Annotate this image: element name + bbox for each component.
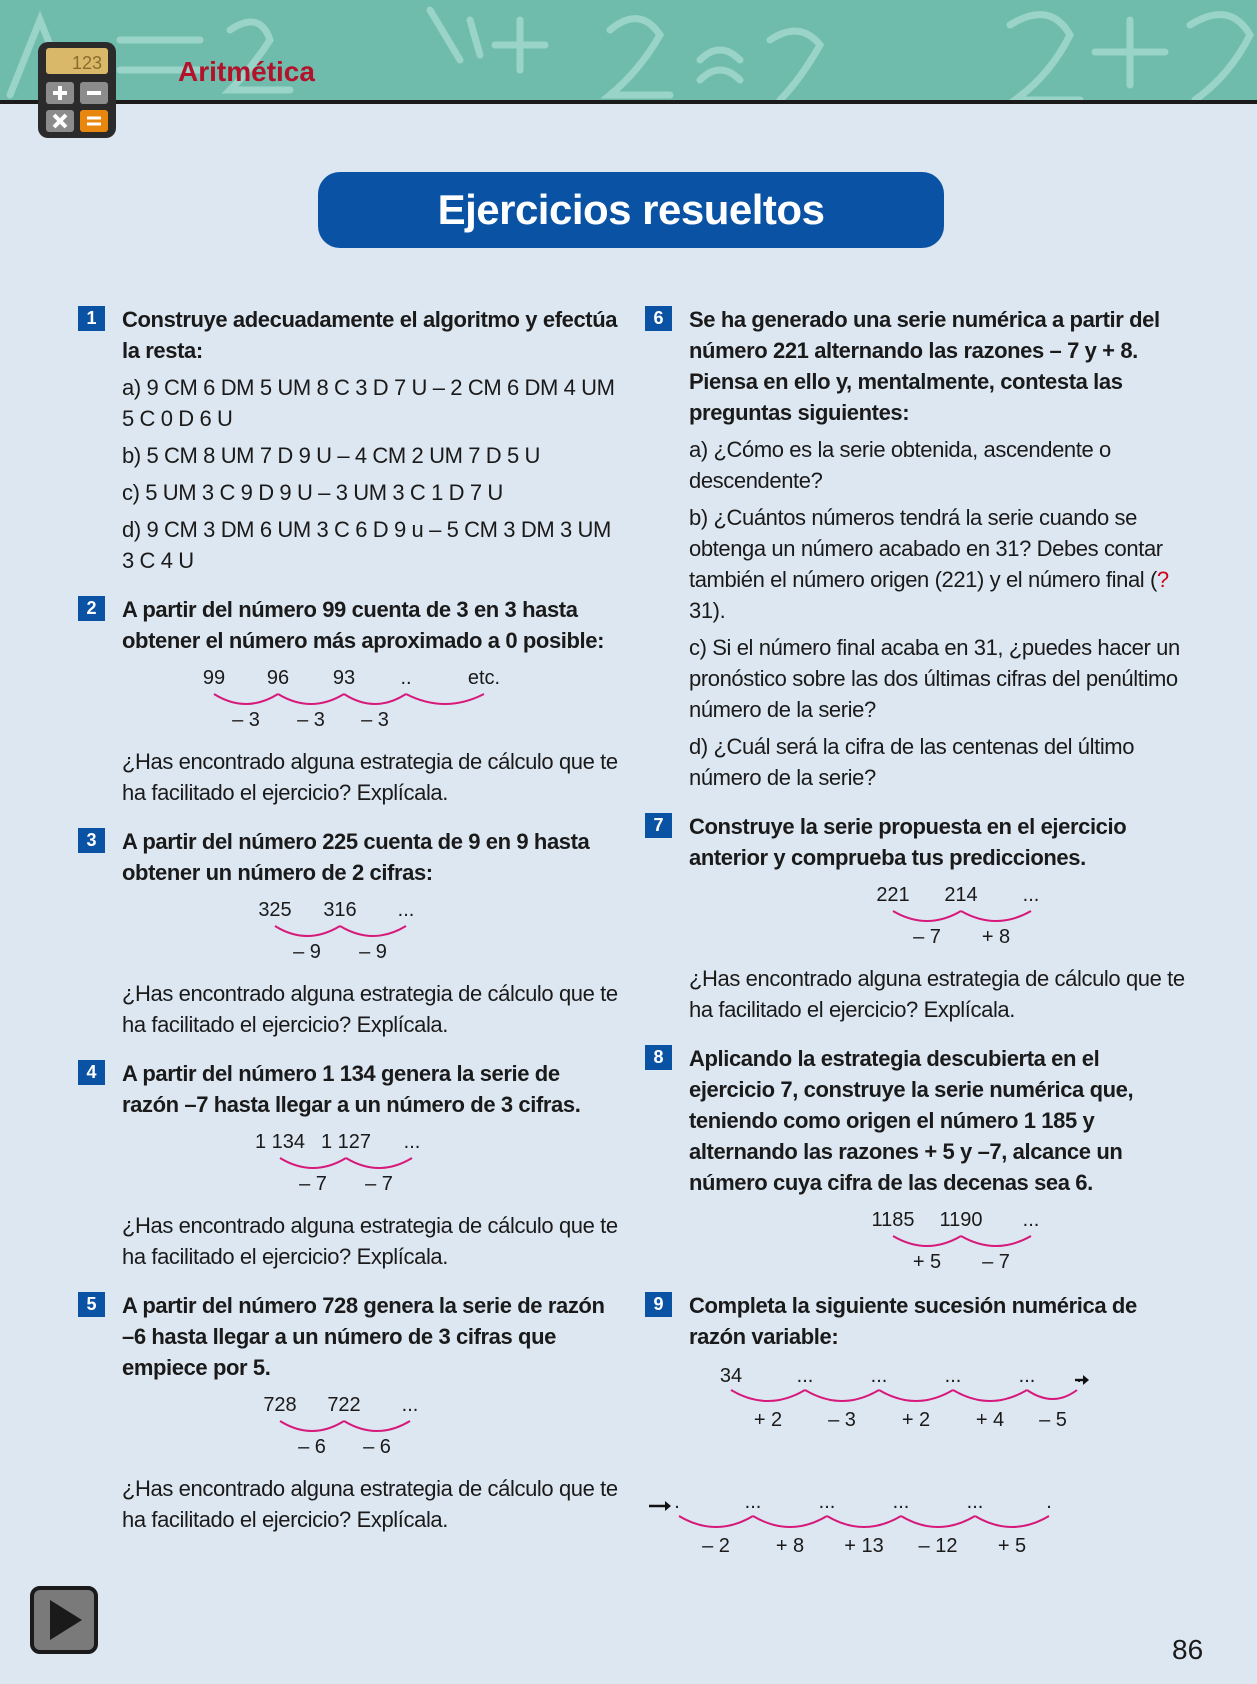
series-arc xyxy=(278,694,344,704)
exercise-statement: A partir del número 99 cuenta de 3 en 3 hasta obtener el número más aproximado a 0 posible: xyxy=(122,597,605,653)
series-step: – 5 xyxy=(1039,1409,1067,1430)
series-step: – 7 xyxy=(982,1251,1010,1272)
series-step: + 4 xyxy=(975,1409,1005,1430)
series-arc xyxy=(879,1390,953,1401)
page-number: 86 xyxy=(1172,1634,1204,1665)
series-term: 93 xyxy=(332,667,356,689)
exercise-question: ¿Has encontrado alguna estrategia de cálculo que te ha facilitado el ejercicio? Explícala. xyxy=(122,981,618,1037)
page-title-banner xyxy=(318,172,944,248)
number-series-row-2 xyxy=(649,1482,1089,1556)
unknown-digit-mark: ? xyxy=(1156,567,1169,592)
exercise-8 xyxy=(645,1043,1185,1272)
exercise-statement: A partir del número 1 134 genera la serie de razón –7 hasta llegar a un número de 3 cifras. xyxy=(122,1061,581,1117)
series-step: – 6 xyxy=(363,1436,391,1457)
exercise-number: 9 xyxy=(645,1292,672,1317)
series-term: etc. xyxy=(467,667,501,689)
series-step: – 3 xyxy=(232,709,260,730)
series-step: – 9 xyxy=(359,941,387,962)
exercise-4 xyxy=(78,1058,618,1272)
exercise-statement: Se ha generado una serie numérica a partir del número 221 alternando las razones – 7 y + 8. Piensa en ello y, mentalmente, contesta las preguntas siguientes: xyxy=(689,307,1160,425)
play-icon xyxy=(34,1590,94,1650)
exercise-item-c: c) 5 UM 3 C 9 D 9 U – 3 UM 3 C 1 D 7 U xyxy=(122,480,503,505)
exercise-6 xyxy=(645,304,1185,793)
series-arc xyxy=(805,1390,879,1401)
series-term: . xyxy=(674,1491,680,1513)
exercise-number: 1 xyxy=(78,306,105,331)
series-step: – 2 xyxy=(702,1535,730,1556)
number-series xyxy=(122,1387,542,1457)
exercise-item-b: b) 5 CM 8 UM 7 D 9 U – 4 CM 2 UM 7 D 5 U xyxy=(122,443,540,468)
number-series xyxy=(122,1124,542,1194)
exercise-number: 4 xyxy=(78,1060,105,1085)
exercise-number: 7 xyxy=(645,813,672,838)
series-arc xyxy=(679,1516,753,1527)
exercise-question: ¿Has encontrado alguna estrategia de cálculo que te ha facilitado el ejercicio? Explícala. xyxy=(122,1476,618,1532)
series-step: + 5 xyxy=(912,1251,942,1272)
series-step: – 6 xyxy=(298,1436,326,1457)
series-term: 1190 xyxy=(939,1209,983,1231)
series-arc xyxy=(280,1421,344,1431)
exercise-statement: Construye adecuadamente el algoritmo y efectúa la resta: xyxy=(122,307,618,363)
series-term: . xyxy=(1076,1365,1082,1387)
series-term: ... xyxy=(892,1491,910,1513)
series-term: 1 127 xyxy=(320,1131,372,1153)
series-step: + 8 xyxy=(981,926,1011,947)
exercise-item-d: d) ¿Cuál será la cifra de las centenas del último número de la serie? xyxy=(689,734,1135,790)
series-arc xyxy=(406,694,484,704)
series-step: – 3 xyxy=(828,1409,856,1430)
series-term: ... xyxy=(818,1491,836,1513)
exercise-statement: Completa la siguiente sucesión numérica de razón variable: xyxy=(689,1293,1137,1349)
series-term: ... xyxy=(796,1365,814,1387)
page-title: Ejercicios resueltos xyxy=(437,186,825,233)
series-arc xyxy=(340,926,406,936)
series-step: – 3 xyxy=(361,709,389,730)
series-arc xyxy=(961,1236,1031,1246)
number-series xyxy=(689,877,1109,947)
series-step: + 8 xyxy=(775,1535,805,1556)
series-term: 722 xyxy=(327,1394,361,1416)
number-series xyxy=(689,1202,1109,1272)
continue-arrow-icon xyxy=(665,1501,671,1511)
continue-arrow-icon xyxy=(1083,1375,1089,1385)
series-term: 1185 xyxy=(871,1209,915,1231)
exercise-item-b: b) ¿Cuántos números tendrá la serie cuando se obtenga un número acabado en 31? Debes contar también el número origen (221) y el número final (?31). xyxy=(689,505,1169,623)
series-arc xyxy=(214,694,278,704)
exercise-number: 6 xyxy=(645,306,672,331)
exercise-number: 8 xyxy=(645,1045,672,1070)
series-step: – 3 xyxy=(297,709,325,730)
series-arc xyxy=(961,911,1031,921)
exercise-item-a: a) 9 CM 6 DM 5 UM 8 C 3 D 7 U – 2 CM 6 DM 4 UM 5 C 0 D 6 U xyxy=(122,375,615,431)
series-term: 214 xyxy=(944,884,978,906)
exercise-number: 2 xyxy=(78,596,105,621)
series-term: 99 xyxy=(202,667,226,689)
series-term: 1 134 xyxy=(254,1131,306,1153)
exercise-2 xyxy=(78,594,618,808)
exercise-3 xyxy=(78,826,618,1040)
series-term: ... xyxy=(1022,884,1040,906)
series-step: + 2 xyxy=(753,1409,783,1430)
series-step: + 5 xyxy=(997,1535,1027,1556)
exercise-1 xyxy=(78,304,618,576)
series-arc xyxy=(346,1158,412,1168)
exercise-statement: Construye la serie propuesta en el ejercicio anterior y comprueba tus predicciones. xyxy=(689,814,1127,870)
series-arc xyxy=(753,1516,827,1527)
banner-rule xyxy=(0,100,1257,104)
right-column xyxy=(645,304,1185,1562)
series-term: ... xyxy=(1018,1365,1036,1387)
exercise-question: ¿Has encontrado alguna estrategia de cálculo que te ha facilitado el ejercicio? Explícala. xyxy=(122,1213,618,1269)
series-step: – 12 xyxy=(918,1535,958,1556)
series-term: ... xyxy=(944,1365,962,1387)
series-arc xyxy=(344,1421,410,1431)
series-step: – 7 xyxy=(299,1173,327,1194)
exercise-item-d: d) 9 CM 3 DM 6 UM 3 C 6 D 9 u – 5 CM 3 DM 3 UM 3 C 4 U xyxy=(122,517,611,573)
series-term: ... xyxy=(744,1491,762,1513)
exercise-item-a: a) ¿Cómo es la serie obtenida, ascendente o descendente? xyxy=(689,437,1111,493)
series-arc xyxy=(280,1158,346,1168)
series-arc xyxy=(275,926,340,936)
exercise-5 xyxy=(78,1290,618,1535)
series-arc xyxy=(893,1236,961,1246)
number-series-row-1 xyxy=(649,1356,1089,1430)
series-step: – 7 xyxy=(365,1173,393,1194)
series-arc xyxy=(901,1516,975,1527)
calculator-icon xyxy=(36,40,118,140)
series-arc xyxy=(344,694,406,704)
series-term: ... xyxy=(1022,1209,1040,1231)
series-term: 728 xyxy=(263,1394,297,1416)
series-term: ... xyxy=(966,1491,984,1513)
calc-display: 123 xyxy=(72,53,103,73)
series-term: . xyxy=(1046,1491,1052,1513)
series-term: 96 xyxy=(266,667,290,689)
series-arc xyxy=(893,911,961,921)
exercise-9 xyxy=(645,1290,1185,1556)
series-step: – 7 xyxy=(913,926,941,947)
number-series xyxy=(122,660,542,730)
series-term: 325 xyxy=(258,899,292,921)
series-arc xyxy=(731,1390,805,1401)
series-step: + 13 xyxy=(844,1535,884,1556)
series-term: 221 xyxy=(876,884,910,906)
exercise-number: 3 xyxy=(78,828,105,853)
left-column xyxy=(78,304,618,1535)
exercise-statement: A partir del número 225 cuenta de 9 en 9 hasta obtener un número de 2 cifras: xyxy=(122,829,590,885)
play-button[interactable] xyxy=(30,1586,98,1654)
series-step: – 9 xyxy=(293,941,321,962)
number-series xyxy=(122,892,542,962)
series-step: + 2 xyxy=(901,1409,931,1430)
exercise-statement: A partir del número 728 genera la serie de razón –6 hasta llegar a un número de 3 cifras que empiece por 5. xyxy=(122,1293,605,1380)
series-arc xyxy=(975,1516,1049,1527)
series-term: 316 xyxy=(323,899,357,921)
series-term: ... xyxy=(870,1365,888,1387)
series-arc xyxy=(827,1516,901,1527)
exercise-question: ¿Has encontrado alguna estrategia de cálculo que te ha facilitado el ejercicio? Explícala. xyxy=(122,749,618,805)
exercise-number: 5 xyxy=(78,1292,105,1317)
section-title: Aritmética xyxy=(178,56,315,87)
exercise-7 xyxy=(645,811,1185,1025)
series-arc xyxy=(953,1390,1027,1401)
exercise-item-c: c) Si el número final acaba en 31, ¿puedes hacer un pronóstico sobre las dos últimas cifras del penúltimo número de la serie? xyxy=(689,635,1180,722)
series-term: ... xyxy=(397,899,415,921)
series-term: ... xyxy=(401,1394,419,1416)
series-term: .. xyxy=(400,667,412,689)
exercise-question: ¿Has encontrado alguna estrategia de cálculo que te ha facilitado el ejercicio? Explícala. xyxy=(689,966,1185,1022)
series-arc xyxy=(1027,1390,1077,1399)
series-term: 34 xyxy=(719,1365,743,1387)
exercise-statement: Aplicando la estrategia descubierta en el ejercicio 7, construye la serie numérica que, teniendo como origen el número 1 185 y alternando las razones + 5 y –7, alcance un número cuya cifra de las decenas sea 6. xyxy=(689,1046,1134,1195)
series-term: ... xyxy=(403,1131,421,1153)
